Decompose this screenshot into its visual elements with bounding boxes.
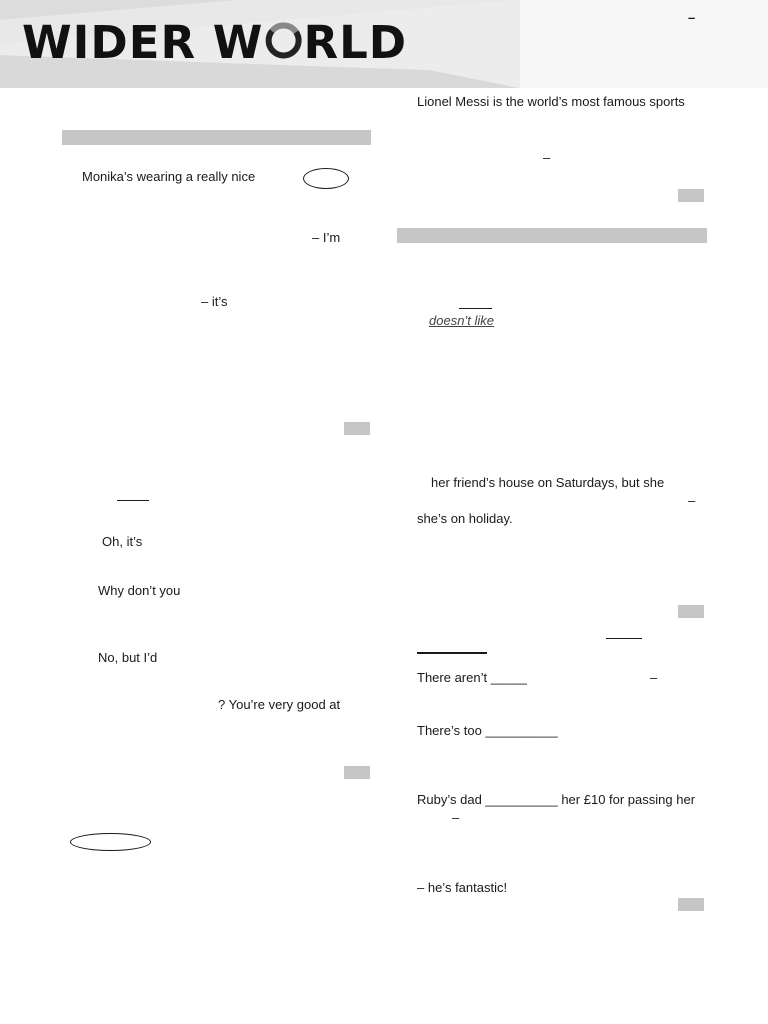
wider-world-logo: [22, 18, 407, 68]
circled-answer-ellipse: [303, 168, 349, 189]
dialogue-oh-its: Oh, it’s: [102, 534, 143, 549]
sentence-there-arent: There aren’t _____: [417, 670, 527, 685]
answer-blank-right-3: [417, 652, 487, 654]
exercise-header-bar-right-1: [397, 228, 707, 243]
score-box-right-2: [678, 605, 704, 618]
dialogue-why-dont-you: Why don’t you: [98, 583, 181, 598]
corner-dash: –: [688, 10, 696, 25]
dash-right-2: –: [688, 493, 696, 508]
logo-text-2: RLD: [303, 16, 408, 69]
sentence-im: – I’m: [312, 230, 341, 245]
score-box-left-2: [344, 766, 370, 779]
dash-right-3: –: [650, 670, 658, 685]
sentence-its: – it’s: [201, 294, 228, 309]
circled-example-ellipse: [70, 833, 151, 851]
sentence-on-holiday: she’s on holiday.: [417, 511, 513, 526]
example-doesnt-like: doesn’t like: [429, 313, 495, 328]
dialogue-youre-very-good: ? You’re very good at: [218, 697, 341, 712]
sentence-hes-fantastic: – he’s fantastic!: [417, 880, 508, 895]
score-box-left-1: [344, 422, 370, 435]
dialogue-no-but-id: No, but I’d: [98, 650, 158, 665]
score-box-right-3: [678, 898, 704, 911]
sentence-friends-house: her friend’s house on Saturdays, but she: [431, 475, 665, 490]
answer-blank-right: [459, 308, 492, 309]
sentence-monika: Monika’s wearing a really nice: [82, 169, 256, 184]
sentence-theres-too: There’s too __________: [417, 723, 558, 738]
score-box-right-1: [678, 189, 704, 202]
dash-right-4: –: [452, 810, 460, 825]
answer-blank-example: [117, 500, 149, 501]
dash-right-1: –: [543, 150, 551, 165]
answer-blank-right-2: [606, 638, 642, 639]
exercise-header-bar-left-1: [62, 130, 371, 145]
sentence-rubys-dad: Ruby’s dad __________ her £10 for passing her: [417, 792, 696, 807]
sentence-lionel-messi: Lionel Messi is the world’s most famous sports: [417, 94, 685, 109]
header-banner: [0, 0, 768, 90]
logo-o-ring-icon: [263, 18, 303, 68]
logo-text-1: WIDER W: [22, 16, 264, 69]
